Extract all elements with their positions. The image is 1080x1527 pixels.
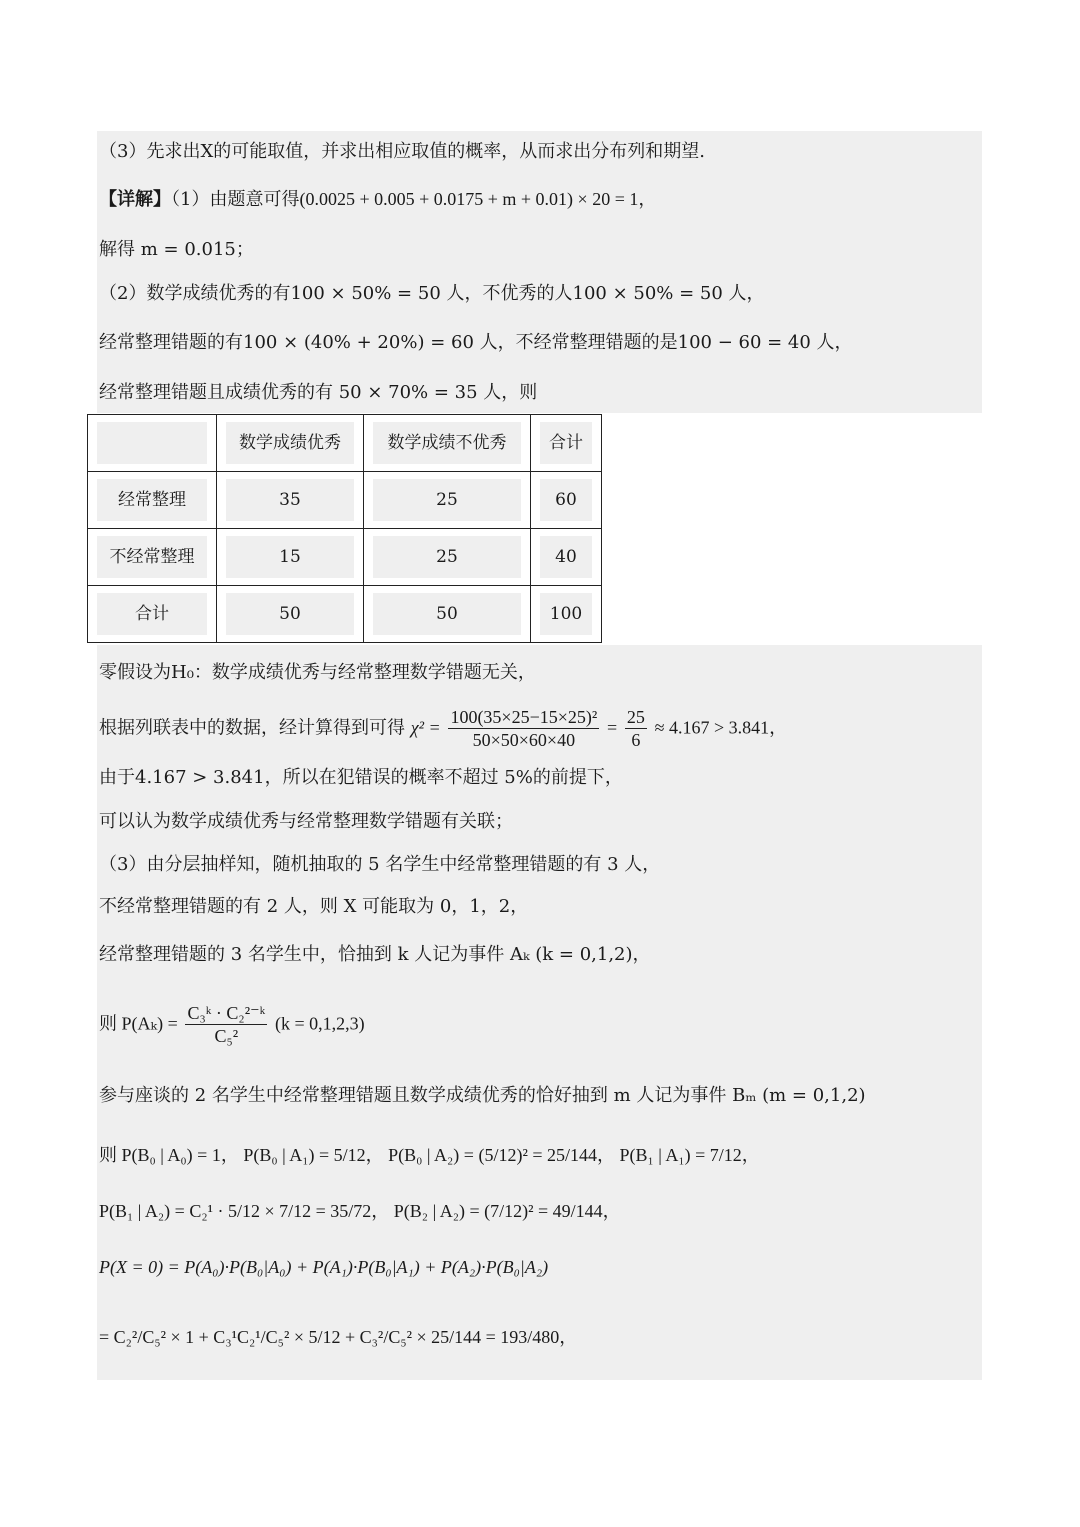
table-cell: 25: [364, 472, 531, 529]
table-row: [88, 586, 602, 643]
table-cell: [88, 415, 217, 472]
analysis-step-3: （3）先求出X的可能取值，并求出相应取值的概率，从而求出分布列和期望.: [99, 141, 705, 162]
table-cell: 50: [364, 586, 531, 643]
table-cell: 15: [217, 529, 364, 586]
table-cell: 数学成绩不优秀: [364, 415, 531, 472]
table-cell: 合计: [88, 586, 217, 643]
table-cell: 不经常整理: [88, 529, 217, 586]
event-b-definition: 参与座谈的 2 名学生中经常整理错题且数学成绩优秀的恰好抽到 m 人记为事件 Bₘ (m = 0,1,2): [99, 1085, 866, 1106]
chi-square-calculation: 根据列联表中的数据，经计算得到可得 χ² = $\frac{\text{100(35×25−15×25)²}}{50\times 50\times 60\times 40}$ = $\frac{25}{6}$ ≈ 4.167 > 3.841，: [99, 707, 788, 750]
solution-part-2-line-1: （2）数学成绩优秀的有100 × 50% = 50 人，不优秀的人100 × 50% = 50 人，: [99, 283, 765, 304]
table-cell: 数学成绩优秀: [217, 415, 364, 472]
solution-part-2-line-3: 经常整理错题且成绩优秀的有 50 × 70% = 35 人，则: [99, 382, 538, 403]
table-cell: 35: [217, 472, 364, 529]
conclusion-line-2: 可以认为数学成绩优秀与经常整理数学错题有关联；: [99, 811, 513, 832]
table-row: [88, 529, 602, 586]
event-a-definition: 经常整理错题的 3 名学生中，恰抽到 k 人记为事件 Aₖ (k = 0,1,2)，: [99, 944, 651, 965]
conclusion-line-1: 由于4.167 > 3.841，所以在犯错误的概率不超过 5%的前提下，: [99, 767, 623, 788]
table-cell: 100: [531, 586, 602, 643]
chi-square-fraction: $\frac{\text{100(35×25−15×25)²}}{50\times 50\times 60\times 40}$: [450, 707, 598, 750]
combination-fraction: $\frac{\text{C₃ᵏ · C₂²⁻ᵏ}}{\text{C₅²}}$: [187, 1003, 266, 1046]
solution-m-value: 解得 m = 0.015；: [99, 239, 254, 260]
chi-square-result-fraction: $\frac{25}{6}$: [626, 707, 645, 750]
null-hypothesis: 零假设为H₀：数学成绩优秀与经常整理数学错题无关，: [99, 662, 536, 683]
total-probability-result: = C₂²/C₅² × 1 + C₃¹C₂¹/C₅² × 5/12 + C₃²/C₅² × 25/144 = 193/480，: [99, 1327, 578, 1347]
solution-part-3-line-2: 不经常整理错题的有 2 人，则 X 可能取为 0，1，2，: [99, 896, 529, 917]
solution-part-1: 【详解】（1）由题意可得(0.0025 + 0.005 + 0.0175 + m + 0.01) × 20 = 1，: [99, 189, 657, 210]
shaded-block-top: [97, 131, 982, 413]
conditional-probabilities-line-2: P(B₁ | A₂) = C₂¹ · 5/12 × 7/12 = 35/72， P(B₂ | A₂) = (7/12)² = 49/144，: [99, 1201, 621, 1221]
table-cell: 40: [531, 529, 602, 586]
conditional-probabilities-line-1: 则 P(B₀ | A₀) = 1， P(B₀ | A₁) = 5/12， P(B₀ | A₂) = (5/12)² = 25/144， P(B₁ | A₁) = 7/12，: [99, 1145, 760, 1165]
table-header-row: [88, 415, 602, 472]
probability-a-formula: 则 P(Aₖ) = $\frac{\text{C₃ᵏ · C₂²⁻ᵏ}}{\text{C₅²}}$ (k = 0,1,2,3): [99, 1003, 365, 1046]
solution-part-3-line-1: （3）由分层抽样知，随机抽取的 5 名学生中经常整理错题的有 3 人，: [99, 854, 661, 875]
solution-part-2-line-2: 经常整理错题的有100 × (40% + 20%) = 60 人，不经常整理错题的是100 − 60 = 40 人，: [99, 332, 853, 353]
table-row: [88, 472, 602, 529]
table-cell: 合计: [531, 415, 602, 472]
contingency-table: [87, 414, 602, 643]
table-cell: 50: [217, 586, 364, 643]
table-cell: 经常整理: [88, 472, 217, 529]
table-cell: 25: [364, 529, 531, 586]
total-probability-formula: P(X = 0) = P(A₀)·P(B₀|A₀) + P(A₁)·P(B₀|A₁) + P(A₂)·P(B₀|A₂): [99, 1257, 549, 1277]
table-cell: 60: [531, 472, 602, 529]
